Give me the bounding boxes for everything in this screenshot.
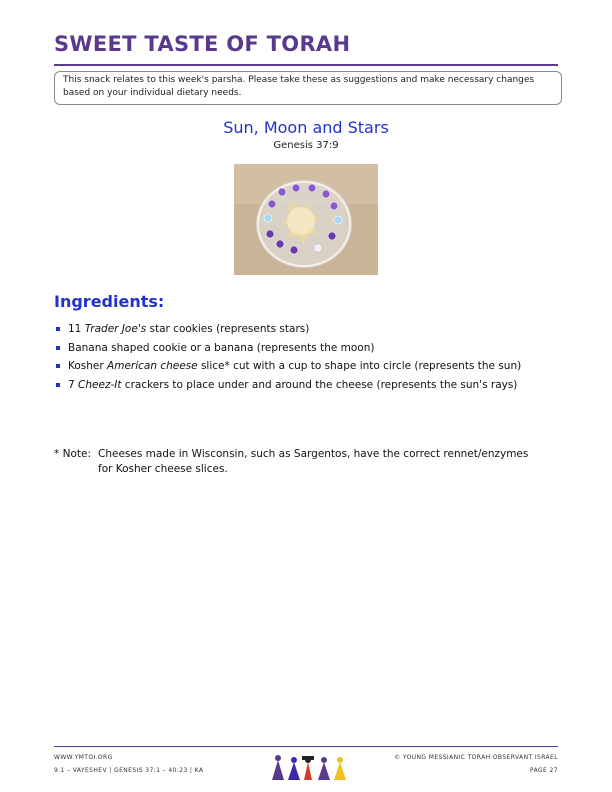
page-number: PAGE 27 (529, 767, 558, 774)
snack-photo (234, 164, 378, 275)
page-title: SWEET TASTE OF TORAH (54, 32, 351, 56)
ingredients-heading: Ingredients: (54, 292, 165, 311)
dietary-notice: This snack relates to this week's parsha. Please take these as suggestions and make necessary changes based on your individual dietary needs. (54, 71, 562, 105)
footer-copyright: © YOUNG MESSIANIC TORAH OBSERVANT ISRAEL (394, 754, 558, 761)
bullet-icon (56, 327, 60, 331)
note-label: * Note: (54, 448, 91, 460)
bullet-icon (56, 364, 60, 368)
cheese-note (54, 447, 564, 477)
ingredients-list (54, 320, 521, 394)
bullet-icon (56, 383, 60, 387)
footer-parsha: 9.1 – VAYESHEV | GENESIS 37:1 – 40:23 | KA (54, 767, 204, 774)
recipe-title: Sun, Moon and Stars (223, 118, 389, 137)
title-divider (54, 64, 558, 66)
note-line-2: for Kosher cheese slices. (98, 463, 228, 475)
list-item: 7 Cheez-It crackers to place under and around the cheese (represents the sun's rays) (54, 376, 521, 395)
list-item: 11 Trader Joe's star cookies (represents stars) (54, 320, 521, 339)
list-item: Banana shaped cookie or a banana (represents the moon) (54, 339, 521, 358)
list-item: Kosher American cheese slice* cut with a cup to shape into circle (represents the sun) (54, 357, 521, 376)
footer-url[interactable]: WWW.YMTOI.ORG (54, 754, 113, 761)
ministry-logo (268, 750, 352, 784)
footer-divider (54, 746, 558, 747)
note-line-1: Cheeses made in Wisconsin, such as Sargentos, have the correct rennet/enzymes (98, 448, 529, 460)
scripture-reference: Genesis 37:9 (273, 140, 339, 151)
bullet-icon (56, 346, 60, 350)
